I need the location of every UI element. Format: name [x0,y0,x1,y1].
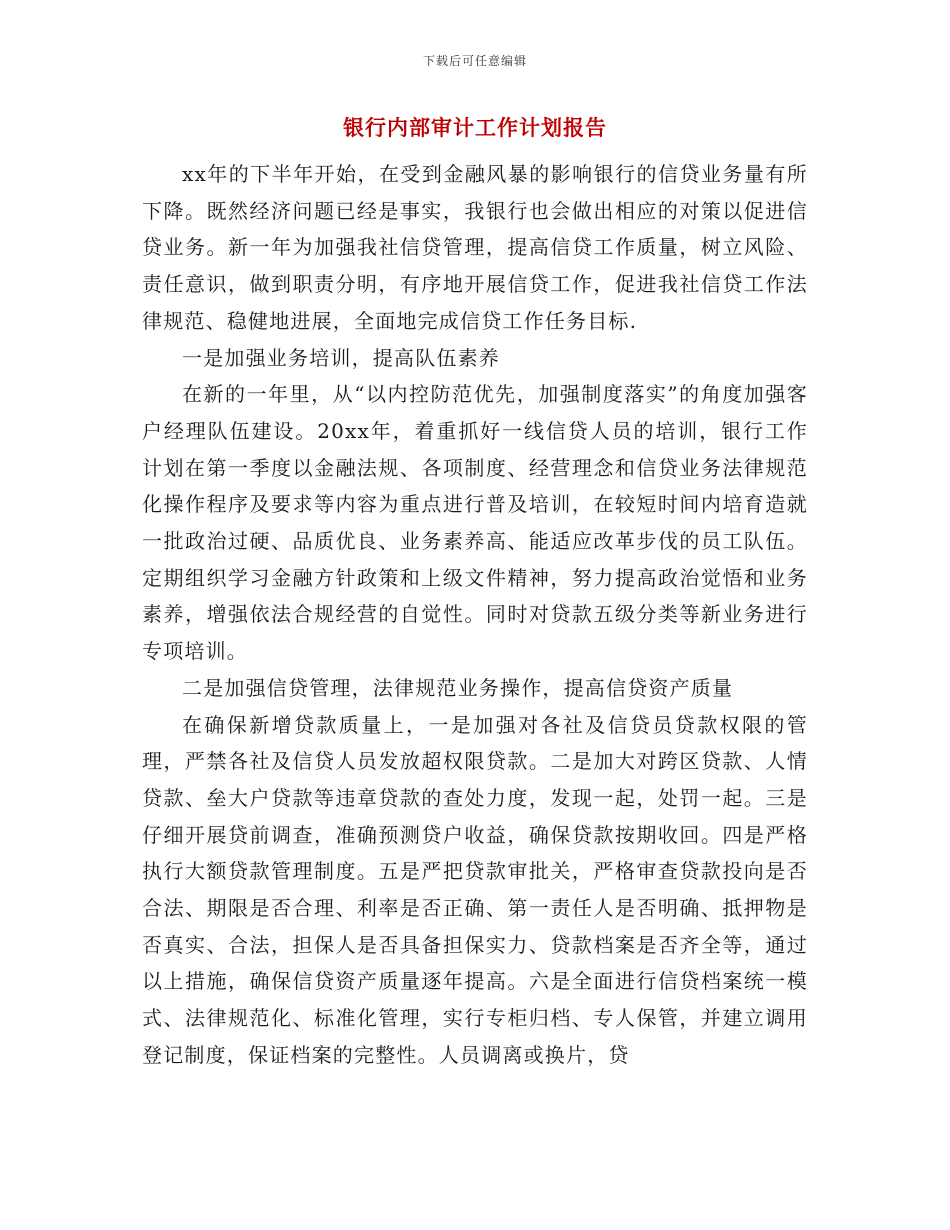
paragraph-training: 在新的一年里，从“以内控防范优先，加强制度落实”的角度加强客户经理队伍建设。20xx年，着重抓好一线信贷人员的培训，银行工作计划在第一季度以金融法规、各项制度、经营理念和信贷业务法律规范化操作程序及要求等内容为重点进行普及培训，在较短时间内培育造就一批政治过硬、品质优良、业务素养高、能适应改革步伐的员工队伍。定期组织学习金融方针政策和上级文件精神，努力提高政治觉悟和业务素养，增强依法合规经营的自觉性。同时对贷款五级分类等新业务进行专项培训。 [142,382,808,664]
page-header-note: 下载后可任意编辑 [422,54,527,68]
section-heading-credit-management: 二是加强信贷管理，法律规范业务操作，提高信贷资产质量 [182,675,734,700]
section-heading-training: 一是加强业务培训，提高队伍素养 [182,345,500,370]
paragraph-intro: xx年的下半年开始，在受到金融风暴的影响银行的信贷业务量有所下降。既然经济问题已经是事实，我银行也会做出相应的对策以促进信贷业务。新一年为加强我社信贷管理，提高信贷工作质量，树立风险、责任意识，做到职责分明，有序地开展信贷工作，促进我社信贷工作法律规范、稳健地进展，全面地完成信贷工作任务目标. [142,162,808,333]
document-title: 银行内部审计工作计划报告 [343,115,607,140]
paragraph-credit-management: 在确保新增贷款质量上，一是加强对各社及信贷员贷款权限的管理，严禁各社及信贷人员发放超权限贷款。二是加大对跨区贷款、人情贷款、垒大户贷款等违章贷款的查处力度，发现一起，处罚一起。三是仔细开展贷前调查，准确预测贷户收益，确保贷款按期收回。四是严格执行大额贷款管理制度。五是严把贷款审批关，严格审查贷款投向是否合法、期限是否合理、利率是否正确、第一责任人是否明确、抵押物是否真实、合法，担保人是否具备担保实力、贷款档案是否齐全等，通过以上措施，确保信贷资产质量逐年提高。六是全面进行信贷档案统一模式、法律规范化、标准化管理，实行专柜归档、专人保管，并建立调用登记制度，保证档案的完整性。人员调离或换片，贷 [142,712,808,1067]
document-body [142,156,808,1074]
